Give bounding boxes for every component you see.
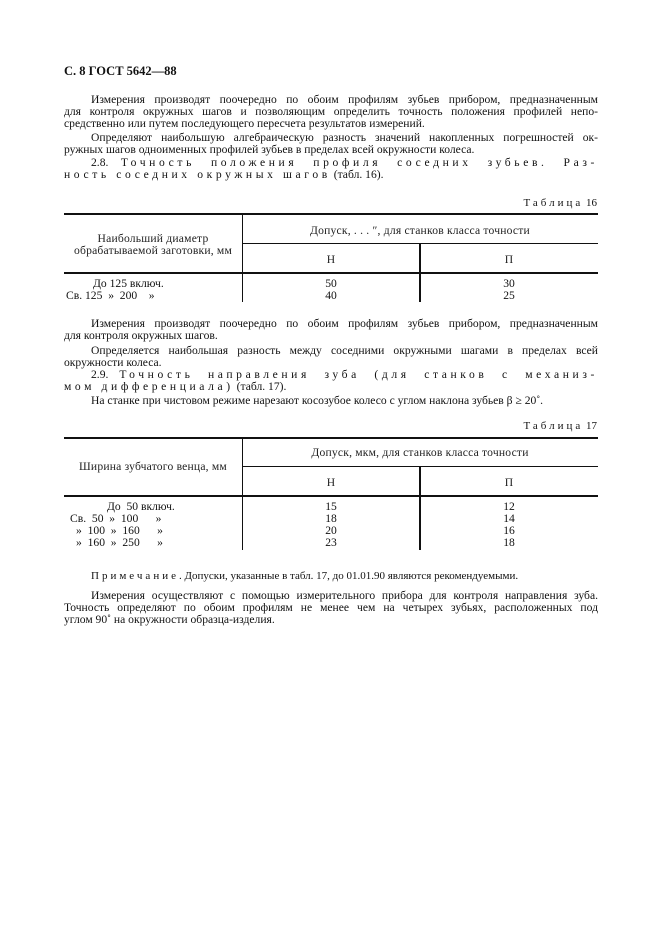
table-cell: До 50 включ. [107,500,175,513]
section-2-9 [64,369,598,393]
text-line: Измерения производят поочередно по обоим профилям зубьев прибором, предназначенным [91,317,598,330]
text-line: окружности колеса. [64,356,162,370]
table-cell: 25 [503,289,515,302]
table-note: Примечание. Допуски, указанные в табл. 17, до 01.01.90 являются рекомендуемыми. [91,570,519,582]
text-line: Измерения осуществляют с помощью измерительного прибора для контроля направления зуба. [91,589,598,602]
table-17-col1-header: Ширина зубчатого венца, мм [79,460,227,473]
table-cell: 50 [325,277,337,290]
text-line: ружных шагов одноименных профилей зубьев в пределах всей окружности колеса. [64,143,475,157]
table-16-group-header: Допуск, . . . ″, для станков класса точности [310,224,530,237]
section-title: Точность положения профиля соседних зубьев. Раз- [120,156,598,169]
section-number: 2.9. [91,368,109,381]
text-line: Измерения производят поочередно по обоим профилям зубьев прибором, предназначенным [91,93,598,106]
text-line: На станке при чистовом режиме нарезают косозубое колесо с углом наклона зубьев β ≥ 20˚. [91,394,544,407]
table-cell: До 125 включ. [93,277,164,290]
paragraph-6 [64,590,598,627]
text-line: для контроля окружных шагов. [64,329,218,343]
paragraph-2 [64,132,598,156]
text-line: Определяют наибольшую алгебраическую разность значений накопленных погрешностей ок- [91,131,598,144]
table-17-label: Таблица 17 [523,420,597,432]
paragraph-4 [64,345,598,369]
table-cell: 30 [503,277,515,290]
section-number: 2.8. [91,156,109,169]
paragraph-5 [64,395,598,407]
table-17-sub-header-n: Н [326,476,336,489]
table-ref: (табл. 17). [233,380,287,394]
table-cell: » 100 » 160 » [76,524,163,537]
section-title-cont: мом дифференциала) [64,380,234,394]
table-16-sub-header-n: Н [326,253,336,266]
table-rule [64,437,598,439]
table-cell: 16 [503,524,515,537]
table-cell: 40 [325,289,337,302]
text-line: Определяется наибольшая разность между соседними окружными шагами в пределах всей [91,344,598,357]
table-rule [64,495,598,497]
paragraph-3 [64,318,598,342]
table-cell: 18 [503,536,515,549]
table-cell: 20 [325,524,337,537]
text-line: средственно или путем последующего пересчета результатов измерений. [64,117,425,131]
table-17-sub-header-p: П [504,476,514,489]
table-rule [64,272,598,274]
table-16-sub-header-p: П [504,253,514,266]
paragraph-1 [64,94,598,131]
table-cell: Св. 50 » 100 » [70,512,162,525]
table-16-col1-header: Наибольший диаметр обрабатываемой заготовки, мм [73,232,233,258]
section-2-8 [64,157,598,181]
page-header: С. 8 ГОСТ 5642—88 [64,64,177,78]
table-cell: 14 [503,512,515,525]
text-line: для контроля окружных шагов и позволяющим определить точность положения профилей непо- [64,105,598,119]
text-line: Точность определяют по обоим профилям не менее чем на четырех зубьях, расположенных под [64,601,598,615]
table-cell: 18 [325,512,337,525]
table-17-group-header: Допуск, мкм, для станков класса точности [311,446,529,459]
text-line: углом 90˚ на окружности образца-изделия. [64,613,275,627]
table-cell: 23 [325,536,337,549]
table-rule [64,213,598,215]
table-16-label: Таблица 16 [523,197,597,209]
table-ref: (табл. 16). [330,168,384,182]
table-cell: Св. 125 » 200 » [66,289,155,302]
table-cell: 15 [325,500,337,513]
table-cell: » 160 » 250 » [76,536,163,549]
table-cell: 12 [503,500,515,513]
section-title: Точность направления зуба (для станков с механиз- [119,368,598,381]
section-title-cont: ность соседних окружных шагов [64,168,331,182]
